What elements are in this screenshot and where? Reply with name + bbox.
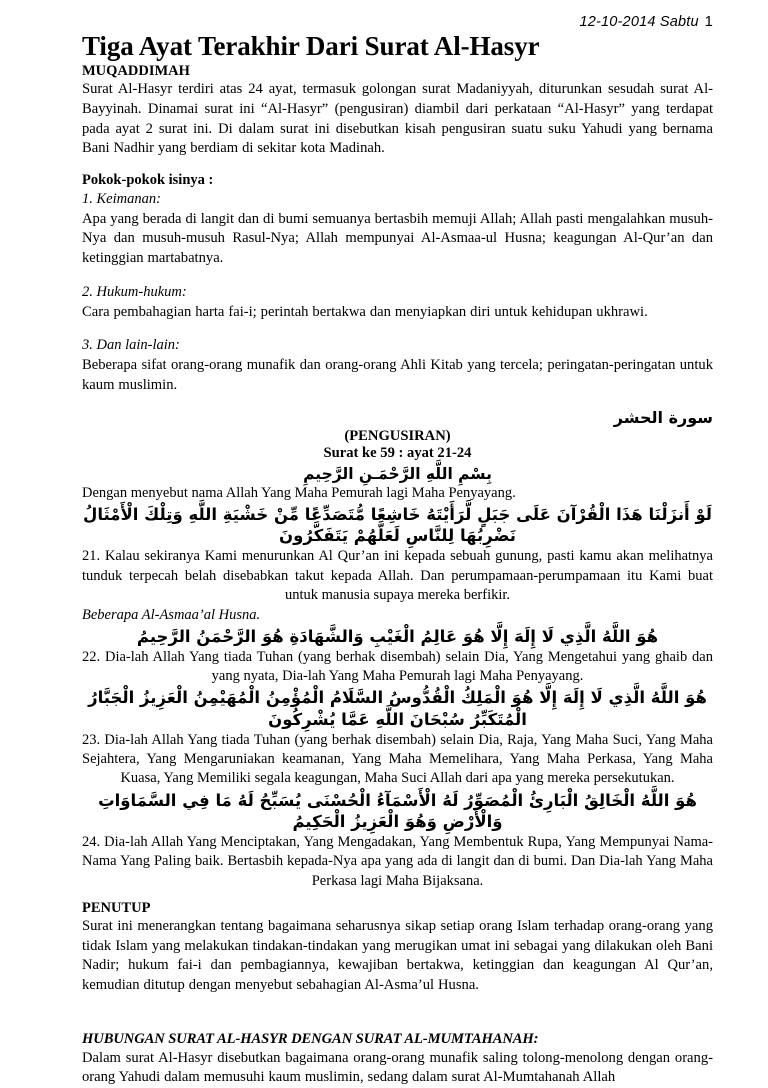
pokok-item-text-1: Apa yang berada di langit dan di bumi semuanya bertasbih memuji Allah; Allah pasti mengalahkan musuh-Nya dan musuh-musuh Rasul-Nya; Allah mempunyai Al-Asmaa-ul Husna; keagungan Al-Qur’an dan ketinggian martabatnya. bbox=[82, 210, 713, 267]
basmalah-translation: Dengan menyebut nama Allah Yang Maha Pemurah lagi Maha Penyayang. bbox=[82, 484, 516, 501]
verse-arabic-23: هُوَ اللَّهُ الَّذِي لَا إِلَهَ إِلَّا هُوَ الْمَلِكُ الْقُدُّوسُ السَّلَامُ الْمُؤْمِنُ الْمُهَيْمِنُ الْعَزِيزُ الْجَبَّارُ الْمُتَكَبِّرُ سُبْحَانَ اللَّهِ عَمَّا يُشْرِكُونَ bbox=[88, 688, 707, 729]
verse-arabic-24: هُوَ اللَّهُ الْخَالِقُ الْبَارِئُ الْمُصَوِّرُ لَهُ الْأَسْمَآءُ الْحُسْنَى يُسَبِّحُ لَهُ مَا فِي السَّمَاوَاتِ وَالْأَرْضِ وَهُوَ الْعَزِيزُ الْحَكِيمُ bbox=[98, 790, 697, 832]
surah-latin-name: (PENGUSIRAN) bbox=[344, 427, 451, 444]
muqaddimah-paragraph: Surat Al-Hasyr terdiri atas 24 ayat, termasuk golongan surat Madaniyyah, diturunkan sesudah surat Al-Bayyinah. Dinamai surat ini “Al-Hasyr” (pengusiran) diambil dari perkataan “Al-Hasyr” yang terdapat pada ayat 2 surat ini. Di dalam surat ini disebutkan kisah pengusiran suatu suku Yahudi yang bernama Bani Nadhir yang berdiam di sekitar kota Madinah. bbox=[82, 81, 713, 157]
pokok-item-text-3: Beberapa sifat orang-orang munafik dan orang-orang Ahli Kitab yang tercela; peringatan-peringatan untuk kaum muslimin. bbox=[82, 357, 713, 393]
page-number: 1 bbox=[704, 14, 713, 30]
pokok-item-label-2: 2. Hukum-hukum: bbox=[82, 283, 187, 300]
hubungan-heading: HUBUNGAN SURAT AL-HASYR DENGAN SURAT AL-MUMTAHANAH: bbox=[82, 1030, 539, 1047]
hubungan-paragraph: Dalam surat Al-Hasyr disebutkan bagaimana orang-orang munafik saling tolong-menolong dengan orang-orang Yahudi dalam memusuhi kaum muslimin, sedang dalam surat Al-Mumtahanah Allah bbox=[82, 1049, 713, 1086]
pokok-item-label-3: 3. Dan lain-lain: bbox=[82, 337, 180, 354]
verse-arabic-21: لَوْ أَنزَلْنَا هَذَا الْقُرْآنَ عَلَى جَبَلٍ لَّرَأَيْتَهُ خَاشِعًا مُّتَصَدِّعًا مِّنْ خَشْيَةِ اللَّهِ وَتِلْكَ الْأَمْثَالُ نَضْرِبُهَا لِلنَّاسِ لَعَلَّهُمْ يَتَفَكَّرُونَ bbox=[83, 504, 712, 546]
page-header bbox=[82, 14, 713, 30]
header-date: 12-10-2014 Sabtu bbox=[579, 14, 699, 30]
surah-arabic-name: سورة الحشر bbox=[613, 408, 713, 428]
muqaddimah-heading: MUQADDIMAH bbox=[82, 63, 190, 80]
pokok-item-label-1: 1. Keimanan: bbox=[82, 190, 161, 207]
penutup-heading: PENUTUP bbox=[82, 899, 151, 916]
verse-translation-23: 23. Dia-lah Allah Yang tiada Tuhan (yang berhak disembah) selain Dia, Raja, Yang Maha Suci, Yang Maha Sejahtera, Yang Mengaruniakan keamanan, Yang Maha Memelihara, Yang Maha Perkasa, Yang Maha Kuasa, Yang Memiliki segala keagungan, Maha Suci Allah dari apa yang mereka persekutukan. bbox=[82, 731, 713, 787]
basmalah-arabic: بِسْمِ اللَّهِ الرَّحْمَـنِ الرَّحِيمِ bbox=[303, 465, 492, 484]
surah-reference: Surat ke 59 : ayat 21-24 bbox=[323, 445, 472, 462]
verse-arabic-22: هُوَ اللَّهُ الَّذِي لَا إِلَهَ إِلَّا هُوَ عَالِمُ الْغَيْبِ وَالشَّهَادَةِ هُوَ الرَّحْمَنُ الرَّحِيمُ bbox=[136, 626, 659, 646]
page-title: Tiga Ayat Terakhir Dari Surat Al-Hasyr bbox=[82, 31, 540, 61]
verse-translation-21: 21. Kalau sekiranya Kami menurunkan Al Qur’an ini kepada sebuah gunung, pasti kamu akan melihatnya tunduk terpecah belah disebabkan takut kepada Allah. Dan perumpamaan-perumpamaan itu Kami buat untuk manusia supaya mereka berfikir. bbox=[82, 548, 713, 603]
pokok-heading: Pokok-pokok isinya : bbox=[82, 171, 214, 188]
penutup-paragraph: Surat ini menerangkan tentang bagaimana seharusnya sikap setiap orang Islam terhadap orang-orang yang tidak Islam yang melakukan tindakan-tindakan yang merugikan umat ini sebagai yang dilakukan oleh Bani Nadir; hukum fai-i dan pembagiannya, kewajiban bertakwa, ketinggian dan keagungan Al Qur’an, kemudian ditutup dengan menyebut sebahagian Al-Asma’ul Husna. bbox=[82, 918, 713, 993]
verse-translation-22: 22. Dia-lah Allah Yang tiada Tuhan (yang berhak disembah) selain Dia, Yang Mengetahui yang ghaib dan yang nyata, Dia-lah Yang Maha Pemurah lagi Maha Penyayang. bbox=[82, 648, 713, 684]
asmaa-note: Beberapa Al-Asmaa’al Husna. bbox=[82, 607, 261, 624]
pokok-item-text-2: Cara pembahagian harta fai-i; perintah bertakwa dan menyiapkan diri untuk kehidupan ukhrawi. bbox=[82, 303, 648, 320]
verse-translation-24: 24. Dia-lah Allah Yang Menciptakan, Yang Mengadakan, Yang Membentuk Rupa, Yang Mempunyai Nama-Nama Yang Paling baik. Bertasbih kepada-Nya apa yang ada di langit dan di bumi. Dan Dia-lah Yang Maha Perkasa lagi Maha Bijaksana. bbox=[82, 834, 713, 889]
